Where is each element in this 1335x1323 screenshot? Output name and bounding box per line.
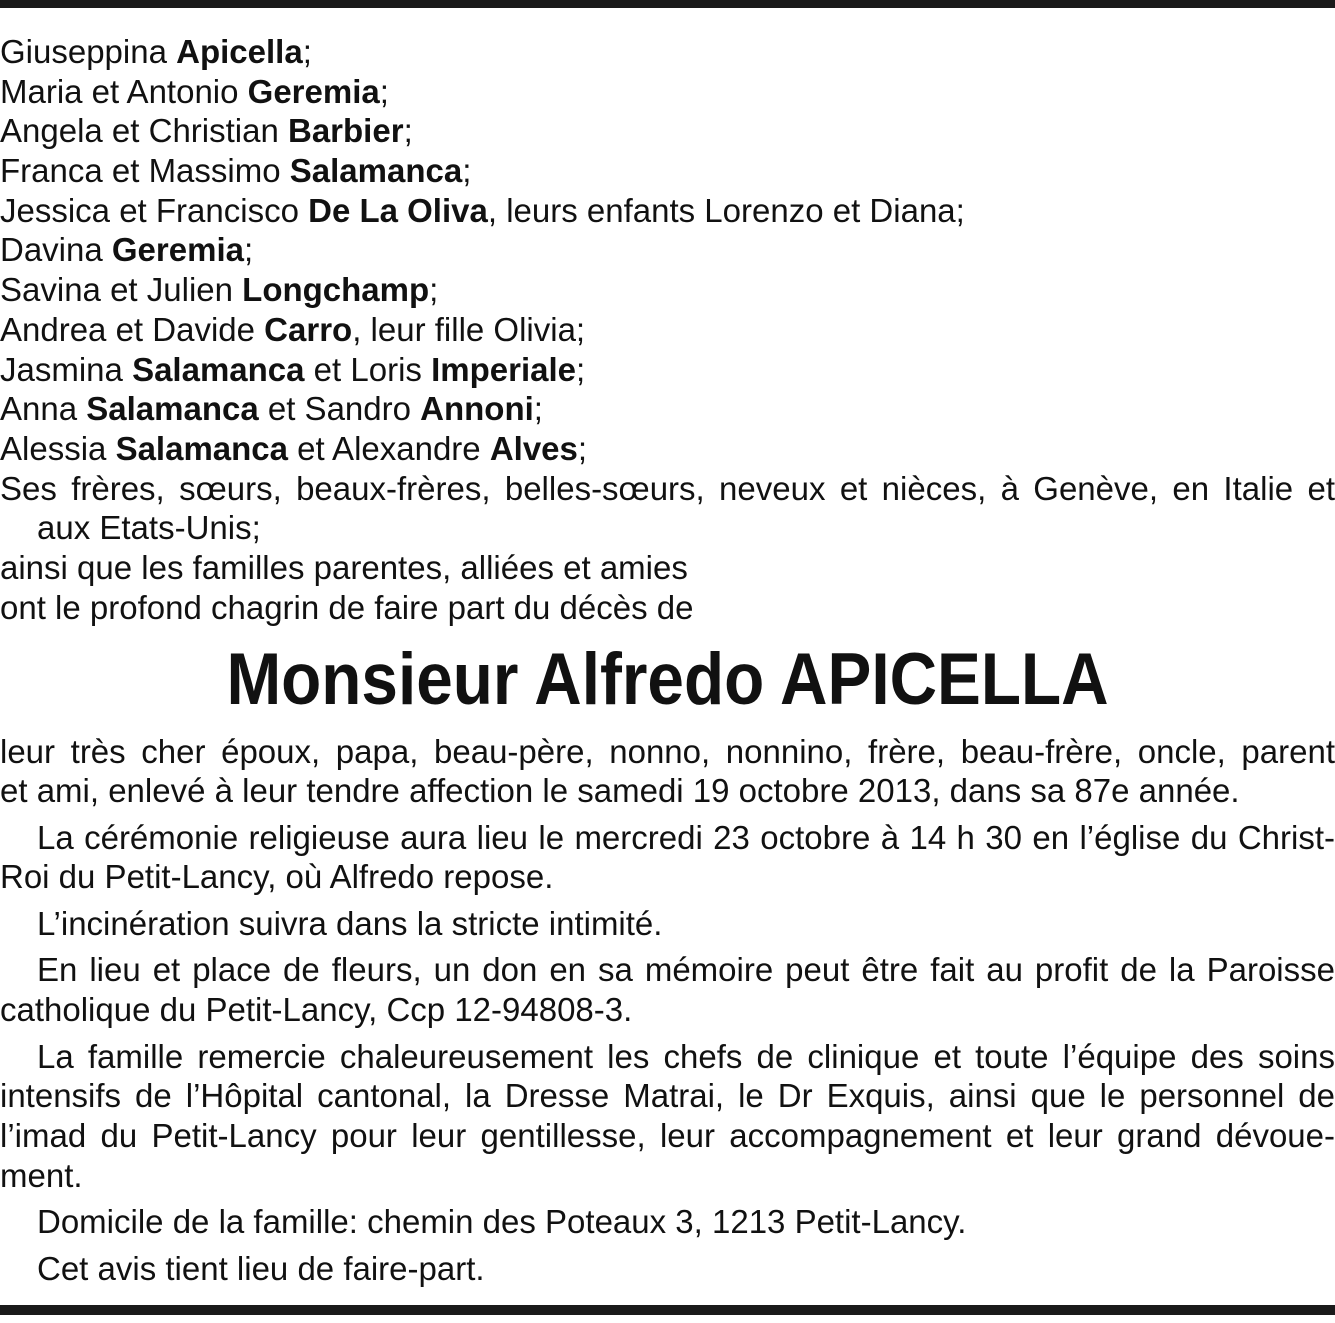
mourner-text: , leur fille Olivia; [352,310,586,348]
mourner-surname: Annoni [420,390,534,428]
mourner-text: ; [533,390,543,428]
mourner-text: Angela et Christian [0,112,288,150]
mourner-surname: Imperiale [431,350,576,388]
mourner-text: Jessica et Francisco [0,191,309,229]
mourner-text: ; [462,152,472,190]
mourner-line [0,111,1335,151]
text-line: En lieu et place de fleurs, un don en sa mémoire peut être fait au profit de la Paroisse [37,951,1335,989]
notice-paragraph [0,1202,1335,1242]
notice-paragraph [0,1249,1335,1289]
mourner-line [0,191,1335,231]
text-line: et ami, enlevé à leur tendre affection le samedi 19 octobre 2013, dans sa 87e année. [0,772,1240,810]
text-line: catholique du Petit-Lancy, Ccp 12-94808-3. [0,991,633,1029]
mourner-text: ; [403,112,413,150]
mourner-surname: Barbier [288,112,404,150]
announcement-line: ainsi que les familles parentes, alliées et amies [0,548,688,586]
mourner-line [0,151,1335,191]
mourner-surname: Longchamp [242,271,430,309]
mourner-line [0,350,1335,390]
mourner-line [0,32,1335,72]
mourner-text: Giuseppina [0,33,177,70]
mourner-surname: Carro [264,310,353,348]
mourner-surname: Salamanca [86,390,259,428]
notice-paragraph [0,950,1335,1029]
mourner-text: ; [577,429,588,467]
mourner-surname: Geremia [111,231,244,269]
text-line: Roi du Petit-Lancy, où Alfredo repose. [0,858,554,896]
notice-paragraph [0,1037,1335,1196]
mourner-surname: Geremia [247,72,380,110]
mourner-line [0,310,1335,350]
text-line: leur très cher époux, papa, beau-père, nonno, nonnino, frère, beau-frère, oncle, parent [0,732,1335,770]
text-line: ment. [0,1156,83,1194]
mourner-text: , leurs enfants Lorenzo et Diana; [487,191,965,229]
mourner-line [0,389,1335,429]
text-line: intensifs de l’Hôpital cantonal, la Dresse Matrai, le Dr Exquis, ainsi que le personnel de [0,1077,1335,1115]
mourner-text: et Sandro [258,390,421,428]
mourner-text: ; [243,231,254,269]
notice-paragraph [0,818,1335,897]
mourner-text: ; [429,271,439,309]
mourner-text: Franca et Massimo [0,152,290,190]
mourner-text: Davina [0,231,112,269]
mourner-text: Maria et Antonio [0,72,248,110]
text-line: l’imad du Petit-Lancy pour leur gentillesse, leur accompagnement et leur grand dévoue- [0,1116,1335,1154]
mourner-line [0,230,1335,270]
mourner-text: ; [576,350,586,388]
mourner-text: Jasmina [0,350,133,388]
mourner-surname: Salamanca [289,152,463,190]
bottom-rule [0,1305,1335,1315]
mourner-surname: Alves [489,429,578,467]
mourner-text: et Loris [304,350,432,388]
mourner-surname: Salamanca [115,429,289,467]
text-line: La cérémonie religieuse aura lieu le mercredi 23 octobre à 14 h 30 en l’église du Christ- [37,818,1335,856]
text-line: L’incinération suivra dans la stricte intimité. [37,904,663,942]
deceased-name: Monsieur Alfredo APICELLA [226,638,1109,720]
mourner-line [0,270,1335,310]
text-line: Domicile de la famille: chemin des Poteaux 3, 1213 Petit-Lancy. [37,1203,967,1241]
announcement-line: ont le profond chagrin de faire part du décès de [0,588,694,626]
mourner-surname: Apicella [176,33,303,70]
mourner-text: Alessia [0,429,116,467]
mourner-text: Savina et Julien [0,271,243,309]
mourner-line [0,72,1335,112]
mourner-text: ; [379,72,389,110]
mourner-text: et Alexandre [288,429,490,467]
mourner-line [0,429,1335,469]
notice-paragraph [0,904,1335,944]
text-line: Cet avis tient lieu de faire-part. [37,1249,485,1287]
notice-paragraph [0,732,1335,811]
mourner-text: Anna [0,390,87,428]
mourner-surname: Salamanca [132,350,305,388]
mourner-text: ; [302,33,312,70]
text-line: La famille remercie chaleureusement les chefs de clinique et toute l’équipe des soins [37,1037,1335,1075]
top-rule [0,0,1335,8]
notice-body [0,732,1335,1289]
mourner-surname: De La Oliva [308,191,488,229]
relatives-line: Ses frères, sœurs, beaux-frères, belles-sœurs, neveux et nièces, à Genève, en Italie et [0,469,1335,507]
mourners-block [0,32,1335,627]
mourner-text: Andrea et Davide [0,310,265,348]
relatives-line: aux Etats-Unis; [37,509,261,547]
